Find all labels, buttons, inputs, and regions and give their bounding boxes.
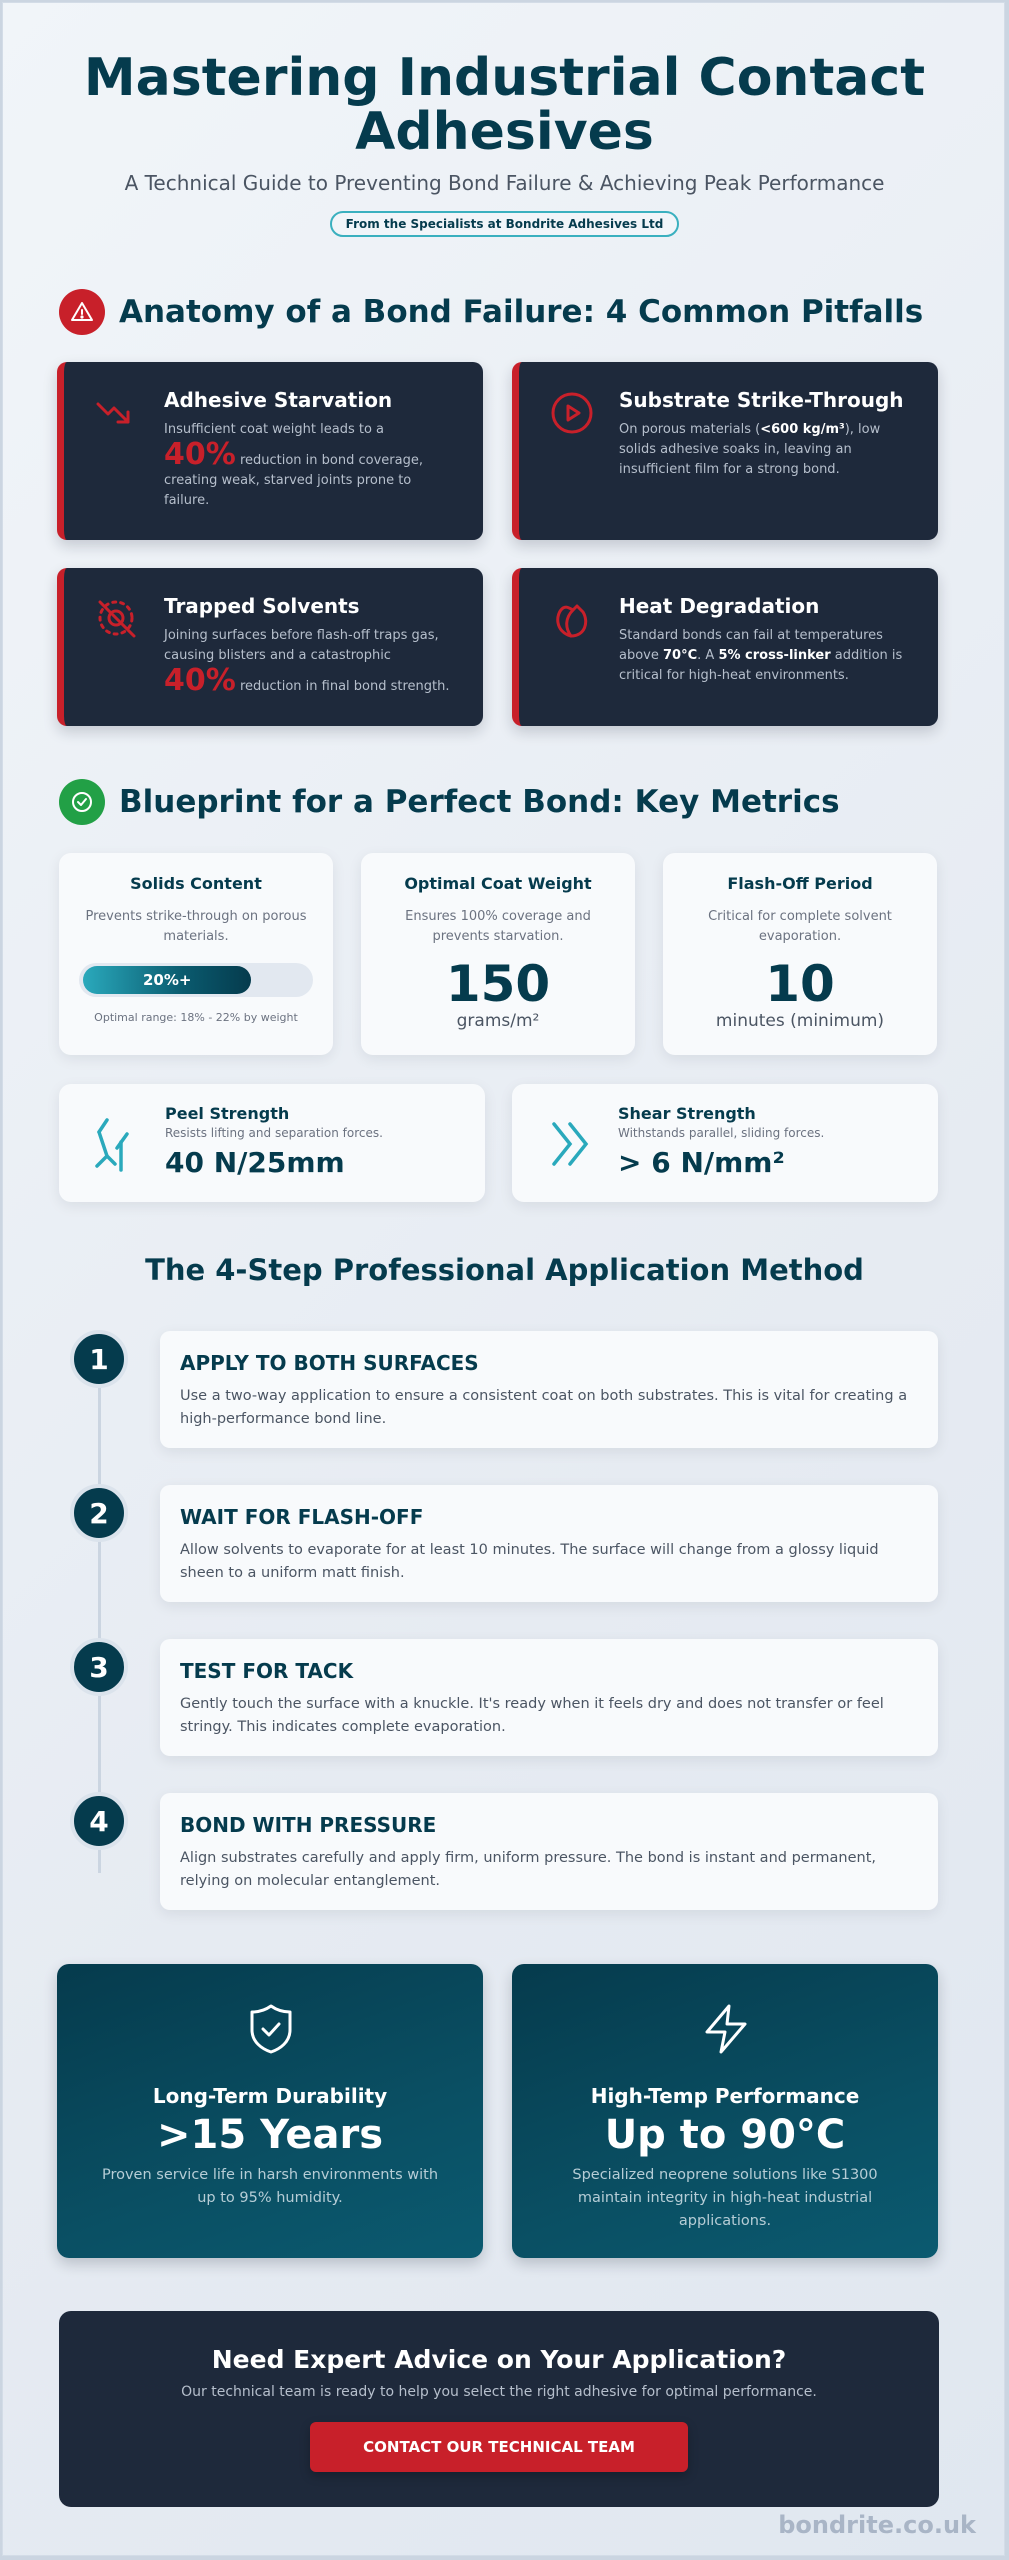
pitfall-title: Heat Degradation [619, 594, 820, 618]
cta-panel [59, 2311, 939, 2507]
step-text: Allow solvents to evaporate for at least 10 minutes. The surface will change from a glossy liquid sheen to a uniform matt finish. [180, 1542, 879, 1581]
pitfall-text: On porous materials (<600 kg/m³), low solids adhesive soaks in, leaving an insufficient film for a strong bond. [619, 422, 881, 477]
metric-desc: Ensures 100% coverage and prevents starvation. [405, 909, 591, 944]
pitfall-text: Joining surfaces before flash-off traps gas, causing blisters and a catastrophic 40% reduction in final bond strength. [164, 628, 450, 698]
metric-title: Solids Content [130, 874, 262, 893]
strength-title: Peel Strength [165, 1104, 290, 1123]
pitfall-text: Insufficient coat weight leads to a 40% reduction in bond coverage, creating weak, starved joints prone to failure. [164, 422, 423, 508]
flame-icon [549, 596, 595, 642]
title-line-2: Adhesives [355, 102, 654, 162]
highlight-card-high-temp [512, 1964, 938, 2258]
pitfalls-title: Anatomy of a Bond Failure: 4 Common Pitfalls [119, 294, 924, 330]
step-card [160, 1485, 938, 1602]
metric-value: 150 [445, 955, 551, 1013]
pitfall-card-heat-degradation [512, 568, 938, 726]
pitfall-title: Trapped Solvents [164, 594, 360, 618]
play-circle-icon [549, 390, 595, 436]
metric-title: Optimal Coat Weight [404, 874, 592, 893]
solids-progress-bar [79, 963, 313, 997]
step-title: APPLY TO BOTH SURFACES [180, 1351, 479, 1375]
step-text: Use a two-way application to ensure a consistent coat on both substrates. This is vital for creating a high-performance bond line. [180, 1388, 908, 1427]
metric-card-coat-weight [361, 853, 635, 1055]
pitfall-text: Standard bonds can fail at temperatures above 70°C. A 5% cross-linker addition is critical for high-heat environments. [619, 628, 903, 683]
warning-triangle-icon [59, 289, 105, 335]
pitfall-card-adhesive-starvation [57, 362, 483, 540]
blueprint-title: Blueprint for a Perfect Bond: Key Metrics [119, 784, 840, 820]
pitfall-title: Substrate Strike-Through [619, 388, 904, 412]
pitfall-title: Adhesive Starvation [164, 388, 393, 412]
step-title: BOND WITH PRESSURE [180, 1813, 437, 1837]
metric-value: 10 [765, 955, 835, 1013]
step-title: TEST FOR TACK [180, 1659, 354, 1683]
specialist-badge: From the Specialists at Bondrite Adhesives Ltd [330, 211, 680, 237]
check-circle-icon [59, 779, 105, 825]
metric-title: Flash-Off Period [727, 874, 873, 893]
step-number-badge: 2 [70, 1484, 128, 1542]
cta-text: Our technical team is ready to help you select the right adhesive for optimal performance. [181, 2384, 817, 2400]
pitfalls-section-header [59, 289, 923, 335]
strength-desc: Resists lifting and separation forces. [165, 1126, 383, 1140]
lightning-icon [699, 2002, 753, 2056]
strength-card-peel [59, 1084, 485, 1202]
metric-unit: grams/m² [456, 1011, 540, 1031]
solids-progress-fill: 20%+ [83, 966, 251, 994]
step-title: WAIT FOR FLASH-OFF [180, 1505, 424, 1529]
step-number-badge: 3 [70, 1638, 128, 1696]
step-card [160, 1793, 938, 1910]
metric-desc: Prevents strike-through on porous materials. [85, 909, 307, 944]
highlight-value: >15 Years [156, 2112, 384, 2158]
metric-card-solids-content [59, 853, 333, 1055]
strength-title: Shear Strength [618, 1104, 756, 1123]
page-subtitle: A Technical Guide to Preventing Bond Failure & Achieving Peak Performance [124, 171, 885, 195]
highlight-desc: Specialized neoprene solutions like S1300 maintain integrity in high-heat industrial applications. [572, 2167, 878, 2229]
page-title [3, 48, 1006, 162]
strength-value: > 6 N/mm² [618, 1146, 785, 1179]
step-card [160, 1639, 938, 1756]
pitfall-card-substrate-strike-through [512, 362, 938, 540]
blueprint-section-header [59, 779, 840, 825]
strength-desc: Withstands parallel, sliding forces. [618, 1126, 825, 1140]
step-text: Align substrates carefully and apply firm, uniform pressure. The bond is instant and permanent, relying on molecular entanglement. [180, 1850, 877, 1889]
infographic-page [2, 2, 1005, 2556]
metric-card-flash-off [663, 853, 937, 1055]
bubble-blocked-icon [94, 596, 140, 642]
peel-arrows-icon [91, 1114, 145, 1174]
highlight-title: Long-Term Durability [152, 2084, 388, 2108]
step-text: Gently touch the surface with a knuckle. It's ready when it feels dry and does not transfer or feel stringy. This indicates complete evaporation. [180, 1696, 884, 1735]
cta-title: Need Expert Advice on Your Application? [211, 2345, 787, 2374]
step-number-badge: 4 [70, 1792, 128, 1850]
highlight-title: High-Temp Performance [590, 2084, 860, 2108]
step-number-badge: 1 [70, 1330, 128, 1388]
shield-check-icon [244, 2002, 298, 2056]
strength-value: 40 N/25mm [165, 1146, 345, 1179]
metric-desc: Critical for complete solvent evaporation. [708, 909, 892, 944]
strength-card-shear [512, 1084, 938, 1202]
trending-down-icon [94, 390, 140, 436]
highlight-desc: Proven service life in harsh environments with up to 95% humidity. [101, 2167, 439, 2206]
footer-url[interactable]: bondrite.co.uk [778, 2511, 976, 2539]
steps-title: The 4-Step Professional Application Method [145, 1253, 864, 1287]
step-card [160, 1331, 938, 1448]
title-line-1: Mastering Industrial Contact [83, 48, 926, 108]
contact-technical-team-button[interactable]: CONTACT OUR TECHNICAL TEAM [310, 2422, 688, 2472]
highlight-value: Up to 90°C [604, 2112, 846, 2158]
pitfall-card-trapped-solvents [57, 568, 483, 726]
pitfall-stat: 40% [164, 437, 236, 472]
double-chevron-right-icon [544, 1114, 598, 1174]
metric-unit: minutes (minimum) [715, 1011, 885, 1031]
metric-note: Optimal range: 18% - 22% by weight [94, 1011, 298, 1024]
highlight-card-durability [57, 1964, 483, 2258]
pitfall-stat: 40% [164, 663, 236, 698]
